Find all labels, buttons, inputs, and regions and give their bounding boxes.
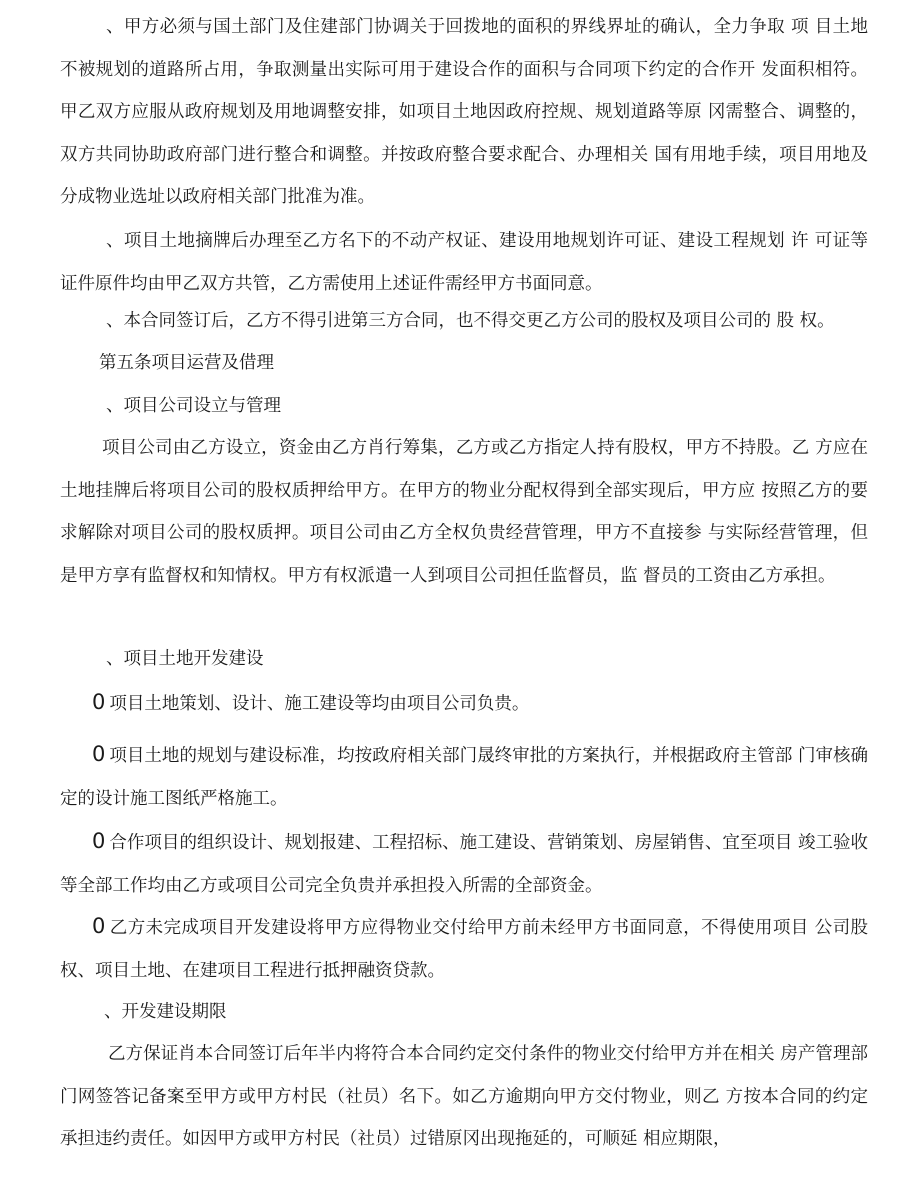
list-item-text: 乙方未完成项目开发建设将甲方应得物业交付给甲方前未经甲方书面同意，不得使用项目 公司股权、项目土地、在建项目工程进行抵押融资贷款。 xyxy=(60,918,868,981)
list-item-text: 项目土地策划、设计、施工建设等均由项目公司负贵。 xyxy=(109,694,530,714)
list-marker: 0 xyxy=(92,914,106,938)
list-item xyxy=(92,681,900,726)
section-heading-development: 、项目土地开发建设 xyxy=(106,649,264,669)
section-heading-company: 、项目公司设立与管理 xyxy=(106,396,281,416)
list-marker: 0 xyxy=(92,690,106,714)
paragraph-project-company: 项目公司由乙方设立，资金由乙方肖行筹集，乙方或乙方指定人持有股权，甲方不持股。乙 方应在土地挂牌后将项目公司的股权质押给甲方。在甲方的物业分配权得到全部实现后，甲方应 按照乙方的要求解除对项目公司的股权质押。项目公司由乙方全权负贵经营管理，甲方不直接参 与实际经营管理，但是甲方享有监督权和知情权。甲方有权派遣一人到项目公司担任监督员，监 督员的工资由乙方承担。 xyxy=(60,438,868,586)
list-item-text: 项目土地的规划与建设标准，均按政府相关部门晟终审批的方案执行，并根据政府主管部 门审核确定的设计施工图纸严格施工。 xyxy=(60,746,868,809)
paragraph-delivery-schedule: 乙方保证肖本合同签订后年半内将符合本合同约定交付条件的物业交付给甲方并在相关 房产管理部门网签答记备案至甲方或甲方村民（社员）名下。如乙方逾期向甲方交付物业，则乙 方按本合同的约定承担违约责任。如因甲方或甲方村民（社员）过错原冈出现拖延的，可顺延 相应期限， xyxy=(60,1044,868,1149)
list-item xyxy=(60,820,868,907)
list-marker: 0 xyxy=(92,829,106,853)
list-item xyxy=(60,905,868,992)
paragraph-certificates-custody: 、项目土地摘牌后办理至乙方名下的不动产权证、建设用地规划许可证、建设工程规划 许 可证等证件原件均由甲乙双方共管，乙方需使用上述证件需经甲方书面同意。 xyxy=(60,231,868,294)
paragraph-boundary-confirmation: 、甲方必须与国土部门及住建部门协调关于回拨地的面积的界线界址的确认，全力争取 项 目土地不被规划的道路所占用，争取测量出实际可用于建设合作的面积与合同项下约定的合作开 发面积相符。甲乙双方应服从政府规划及用地调整安排，如项目土地因政府控规、规划道路等原 冈需整合、调整的，双方共同协助政府部门进行整合和调整。并按政府整合要求配合、办理相关 国有用地手续，项目用地及分成物业选址以政府相关部门批准为准。 xyxy=(60,17,868,207)
list-item-text: 合作项目的组织设计、规划报建、工程招标、施工建设、营销策划、房屋销售、宜至项目 竣工验收等全部工作均由乙方或项目公司完全负贵并承担投入所需的全部资金。 xyxy=(60,833,868,896)
section-heading-schedule: 、开发建设期限 xyxy=(104,1002,227,1022)
paragraph-equity-restriction: 、本合同签订后，乙方不得引进第三方合同，也不得交更乙方公司的股权及项目公司的 股 权。 xyxy=(106,311,835,331)
list-item xyxy=(60,733,868,820)
list-marker: 0 xyxy=(92,742,106,766)
article-heading: 第五条项目运营及借理 xyxy=(99,353,274,373)
